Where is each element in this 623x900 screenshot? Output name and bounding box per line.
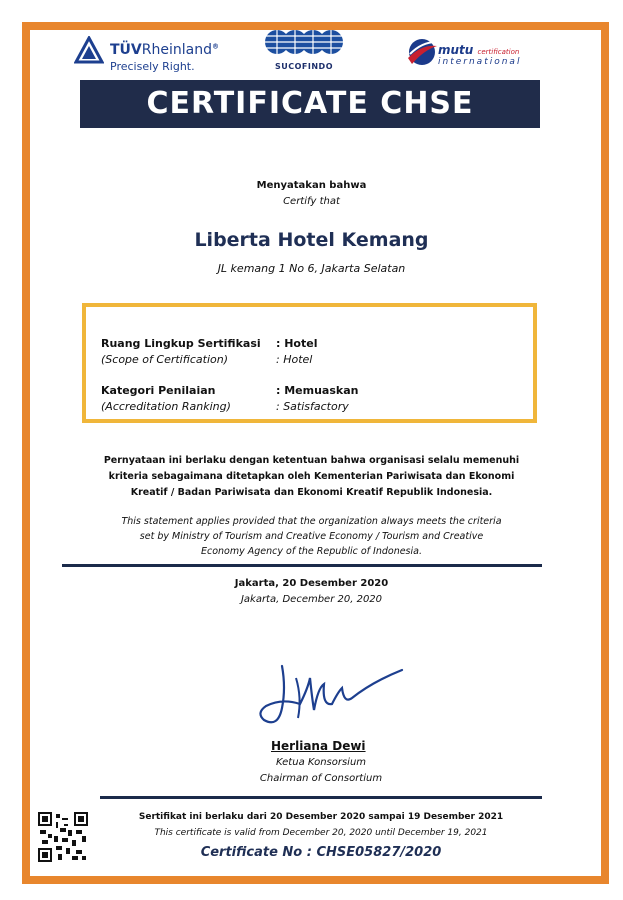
validity-en: This certificate is valid from December 20, 2020 until December 19, 2021 <box>154 828 488 838</box>
ranking-label-en: (Accreditation Ranking) <box>101 400 231 413</box>
qr-code-icon <box>38 812 88 862</box>
declares-id: Menyatakan bahwa <box>256 180 367 191</box>
scope-box <box>82 303 537 423</box>
issue-date-en: Jakarta, December 20, 2020 <box>240 594 383 605</box>
scope-label-en: (Scope of Certification) <box>101 353 228 366</box>
signature-image <box>252 658 412 738</box>
mutu-swoosh-icon <box>406 36 438 68</box>
hotel-name: Liberta Hotel Kemang <box>194 229 429 251</box>
signatory-name: Herliana Dewi <box>271 739 366 753</box>
certificate-title: CERTIFICATE CHSE <box>80 80 540 128</box>
sucofindo-logo-text: SUCOFINDO <box>274 62 333 71</box>
validity-id: Sertifikat ini berlaku dari 20 Desember 2020 sampai 19 Desember 2021 <box>138 812 504 822</box>
ranking-label-id: Kategori Penilaian <box>101 384 216 397</box>
sucofindo-globe-icon <box>263 24 345 62</box>
issue-date-id: Jakarta, 20 Desember 2020 <box>234 578 389 589</box>
ranking-value-id: : Memuaskan <box>276 384 359 397</box>
hotel-address: JL kemang 1 No 6, Jakarta Selatan <box>217 262 406 275</box>
divider-bottom <box>100 796 542 799</box>
divider-top <box>62 564 542 567</box>
tuv-logo-text: TÜVRheinland® <box>110 42 219 58</box>
certificate-number: Certificate No : CHSE05827/2020 <box>200 845 442 860</box>
signatory-title-en: Chairman of Consortium <box>259 773 383 784</box>
statement-en: This statement applies provided that the organization always meets the criteria set by Ministry of Tourism and Creative Economy / Tourism and Creative Economy Agency of the Republic of Indonesia. <box>121 516 502 557</box>
mutu-logo-text: mutu certification <box>438 43 520 57</box>
signatory-title-id: Ketua Konsorsium <box>275 757 367 768</box>
tuv-triangle-icon <box>74 36 104 64</box>
ranking-value-en: : Satisfactory <box>276 400 349 413</box>
declares-en: Certify that <box>283 196 340 207</box>
statement-id: Pernyataan ini berlaku dengan ketentuan bahwa organisasi selalu memenuhi kriteria sebagaimana ditetapkan oleh Kementerian Pariwisata dan Ekonomi Kreatif / Badan Pariwisata dan Ekonomi Kreatif Republik Indonesia. <box>103 455 520 498</box>
scope-value-id: : Hotel <box>276 337 318 350</box>
scope-value-en: : Hotel <box>276 353 313 366</box>
tuv-tagline: Precisely Right. <box>110 60 195 73</box>
scope-label-id: Ruang Lingkup Sertifikasi <box>101 337 261 350</box>
mutu-logo-subtext: international <box>438 57 522 67</box>
